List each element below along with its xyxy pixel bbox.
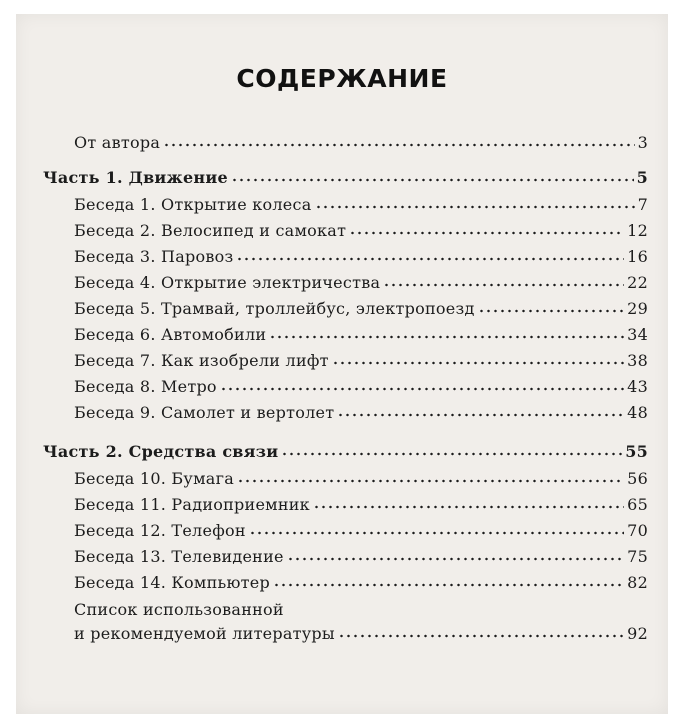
toc-entry-page: 92 xyxy=(627,624,648,643)
book-page xyxy=(16,14,668,714)
toc-entry-label: От автора xyxy=(74,133,161,152)
toc-entry xyxy=(74,376,648,398)
toc-entry-author xyxy=(74,132,648,154)
leader-dots xyxy=(220,387,624,391)
toc-entry-label: Беседа 11. Радиоприемник xyxy=(74,495,310,514)
toc-entry xyxy=(74,402,648,424)
leader-dots xyxy=(332,361,624,365)
toc-entry-page: 65 xyxy=(627,495,648,514)
leader-dots xyxy=(281,452,622,456)
toc-entry-label: Беседа 2. Велосипед и самокат xyxy=(74,221,347,240)
toc-entry-page: 5 xyxy=(636,168,648,187)
leader-dots xyxy=(273,583,624,587)
leader-dots xyxy=(237,479,624,483)
leader-dots xyxy=(337,413,624,417)
toc-entry-label: Беседа 12. Телефон xyxy=(74,521,246,540)
leader-dots xyxy=(231,178,634,182)
toc-entry-page: 56 xyxy=(627,469,648,488)
toc-entry-page: 82 xyxy=(627,573,648,592)
leader-dots xyxy=(383,283,624,287)
toc-entry-label: Беседа 5. Трамвай, троллейбус, электропоезд xyxy=(74,299,475,318)
toc-entry xyxy=(74,350,648,372)
toc-entry-page: 38 xyxy=(627,351,648,370)
toc-entry xyxy=(74,520,648,542)
toc-entry xyxy=(74,546,648,568)
toc-entry-label: Беседа 7. Как изобрели лифт xyxy=(74,351,329,370)
toc-entry-label: Беседа 9. Самолет и вертолет xyxy=(74,403,335,422)
leader-dots xyxy=(163,143,634,147)
leader-dots xyxy=(478,309,625,313)
toc-entry-page: 22 xyxy=(627,273,648,292)
toc-entry-label: и рекомендуемой литературы xyxy=(74,624,335,643)
toc-entry-label: Беседа 13. Телевидение xyxy=(74,547,284,566)
toc-entry-label: Беседа 1. Открытие колеса xyxy=(74,195,312,214)
leader-dots xyxy=(338,634,624,638)
toc-entry-page: 3 xyxy=(637,133,648,152)
toc-entry-page: 48 xyxy=(627,403,648,422)
toc-entry-page: 43 xyxy=(627,377,648,396)
toc-entry-label-line1: Список использованной xyxy=(74,600,284,619)
toc-entry-page: 7 xyxy=(637,195,648,214)
leader-dots xyxy=(313,505,624,509)
toc-entry-page: 12 xyxy=(627,221,648,240)
leader-dots xyxy=(249,531,624,535)
toc-entry xyxy=(74,572,648,594)
toc-entry-bibliography xyxy=(74,623,648,645)
toc-entry-page: 34 xyxy=(627,325,648,344)
toc-entry xyxy=(74,194,648,216)
toc-entry xyxy=(74,324,648,346)
toc-entry-label: Часть 1. Движение xyxy=(43,168,228,187)
toc-entry xyxy=(74,246,648,268)
toc-entry-label: Часть 2. Средства связи xyxy=(43,442,279,461)
toc-entry-label: Беседа 6. Автомобили xyxy=(74,325,267,344)
toc-entry xyxy=(74,298,648,320)
toc-entry-label: Беседа 14. Компьютер xyxy=(74,573,270,592)
toc-part-1 xyxy=(43,167,648,189)
leader-dots xyxy=(236,257,624,261)
leader-dots xyxy=(349,231,624,235)
toc-part-2 xyxy=(43,441,648,463)
toc-entry xyxy=(74,220,648,242)
toc-entry-label: Беседа 10. Бумага xyxy=(74,469,234,488)
leader-dots xyxy=(269,335,624,339)
toc-entry-label: Беседа 4. Открытие электричества xyxy=(74,273,381,292)
toc-entry-page: 55 xyxy=(625,442,648,461)
toc-entry-page: 70 xyxy=(627,521,648,540)
leader-dots xyxy=(315,205,635,209)
toc-entry-page: 75 xyxy=(627,547,648,566)
toc-entry-label: Беседа 3. Паровоз xyxy=(74,247,234,266)
toc-entry-page: 16 xyxy=(627,247,648,266)
toc-entry xyxy=(74,494,648,516)
toc-entry xyxy=(74,272,648,294)
page-title: СОДЕРЖАНИЕ xyxy=(236,64,448,93)
toc-entry-label: Беседа 8. Метро xyxy=(74,377,217,396)
toc-entry xyxy=(74,468,648,490)
toc-entry-page: 29 xyxy=(627,299,648,318)
leader-dots xyxy=(287,557,624,561)
